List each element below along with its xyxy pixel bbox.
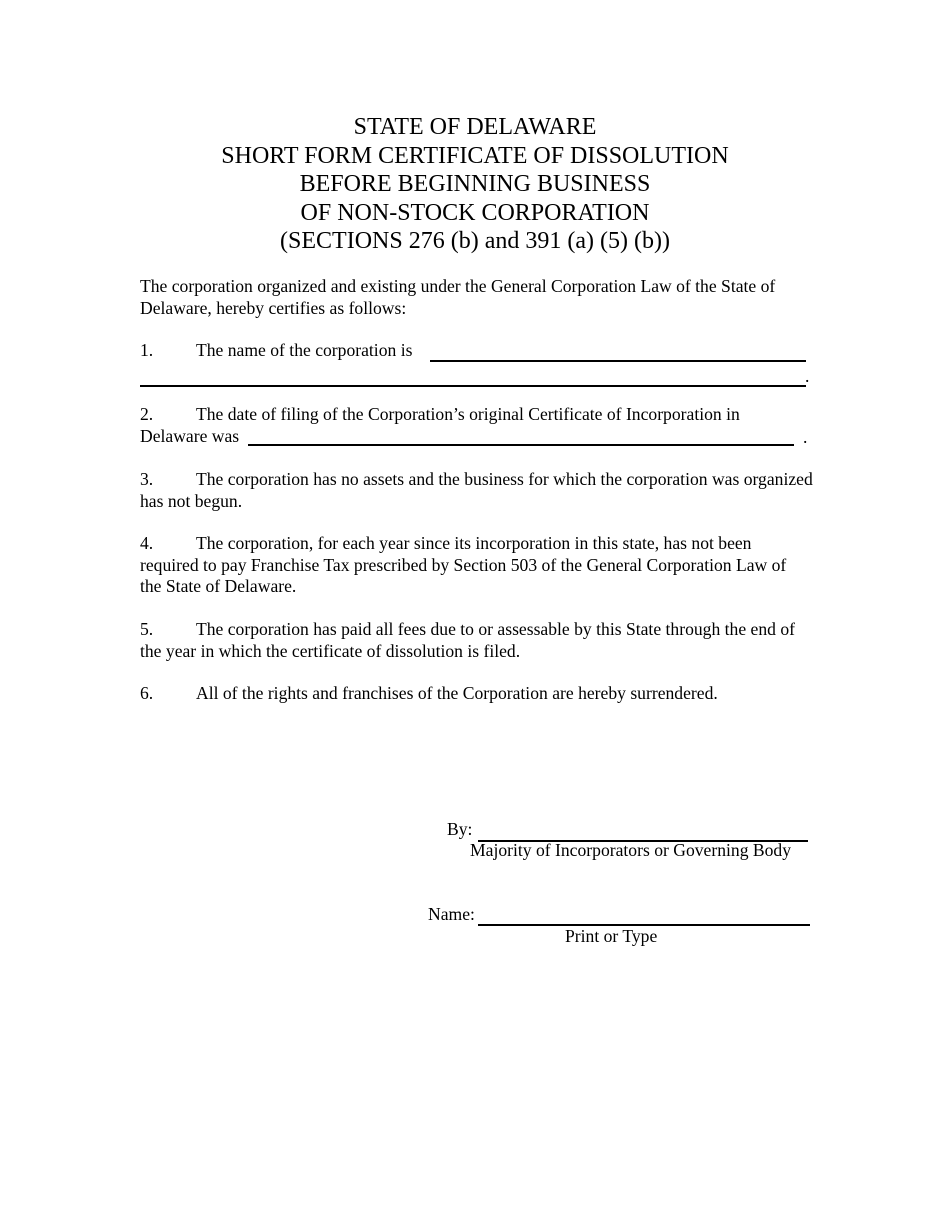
signature-caption: Majority of Incorporators or Governing Body [470, 840, 792, 860]
item-4-number: 4. [140, 533, 154, 553]
item-5 [140, 619, 817, 662]
incorporation-date-field[interactable] [248, 444, 794, 446]
item-6 [140, 683, 718, 705]
item-3 [140, 469, 815, 512]
title-line-5: (SECTIONS 276 (b) and 391 (a) (5) (b)) [280, 228, 670, 254]
item-3-number: 3. [140, 469, 154, 489]
item-6-number: 6. [140, 683, 154, 703]
item-2-end-period: . [803, 427, 808, 447]
corporation-name-field-line-2[interactable] [140, 385, 806, 387]
item-2 [140, 404, 740, 426]
item-3-text: The corporation has no assets and the business for which the corporation was organized has not begun. [140, 469, 813, 511]
corporation-name-field-line-1[interactable] [430, 360, 806, 362]
item-5-number: 5. [140, 619, 154, 639]
title-line-1: STATE OF DELAWARE [353, 114, 597, 140]
by-label: By: [447, 819, 473, 839]
title-line-3: BEFORE BEGINNING BUSINESS [299, 171, 651, 197]
item-4 [140, 533, 812, 598]
document-title [0, 113, 950, 256]
printed-name-caption: Print or Type [565, 926, 658, 946]
item-2-text: The date of filing of the Corporation’s original Certificate of Incorporation in [196, 404, 740, 424]
name-label: Name: [428, 904, 475, 924]
item-1 [140, 340, 412, 362]
title-line-4: OF NON-STOCK CORPORATION [300, 199, 650, 226]
item-4-text: The corporation, for each year since its incorporation in this state, has not been required to pay Franchise Tax prescribed by Section 503 of the General Corporation Law of the State of Delaware. [140, 533, 787, 596]
intro-paragraph: The corporation organized and existing under the General Corporation Law of the State of Delaware, hereby certifies as follows: [140, 276, 776, 318]
item-1-end-period: . [805, 366, 810, 386]
item-5-text: The corporation has paid all fees due to or assessable by this State through the end of the year in which the certificate of dissolution is filed. [140, 619, 796, 661]
item-6-text: All of the rights and franchises of the Corporation are hereby surrendered. [196, 683, 718, 703]
title-line-2: SHORT FORM CERTIFICATE OF DISSOLUTION [221, 142, 729, 169]
item-2-number: 2. [140, 404, 154, 424]
item-2-continuation: Delaware was [140, 426, 240, 446]
item-1-number: 1. [140, 340, 154, 360]
item-1-text: The name of the corporation is [196, 340, 413, 360]
